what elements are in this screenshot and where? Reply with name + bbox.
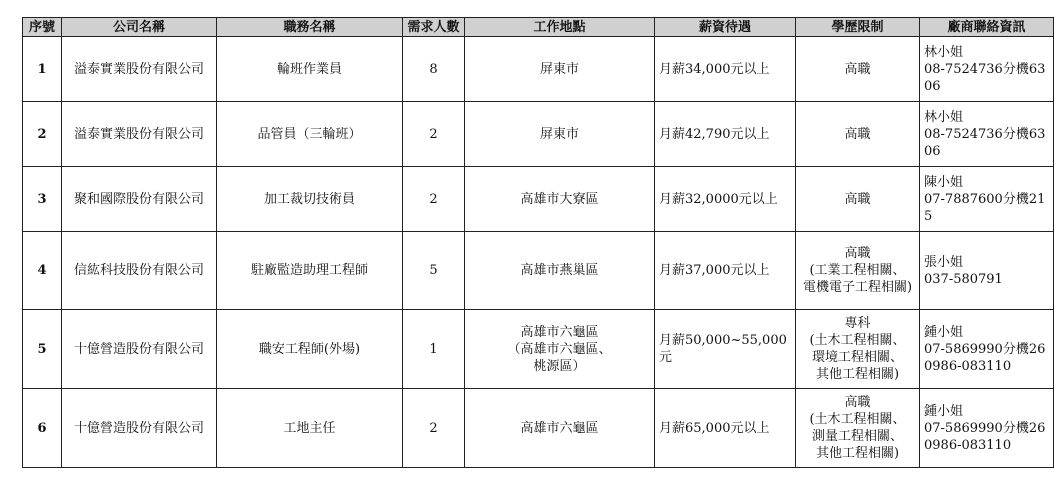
education-line: 高職 xyxy=(844,246,871,261)
header-cell-count: 需求人數 xyxy=(403,18,465,37)
table-row xyxy=(23,232,1054,310)
headcount: 1 xyxy=(403,310,465,389)
table-row xyxy=(23,37,1054,102)
education-requirement xyxy=(796,102,920,167)
location-line: 屏東市 xyxy=(539,126,579,142)
education-line: 測量工程相關、 xyxy=(811,429,903,444)
work-location xyxy=(465,310,655,389)
salary: 月薪42,790元以上 xyxy=(655,102,796,167)
education-requirement xyxy=(796,232,920,310)
contact-info xyxy=(920,232,1054,310)
education-line: 專科 xyxy=(844,316,871,331)
location-line: 高雄市六龜區 xyxy=(520,420,599,436)
job-title: 職安工程師(外場) xyxy=(217,310,403,389)
table-row xyxy=(23,310,1054,389)
table-row xyxy=(23,167,1054,232)
contact-line: 07-5869990分機26 xyxy=(924,341,1046,357)
header-cell-no: 序號 xyxy=(23,18,62,37)
salary: 月薪37,000元以上 xyxy=(655,232,796,310)
contact-line: 鍾小姐 xyxy=(924,403,964,419)
salary: 月薪65,000元以上 xyxy=(655,389,796,468)
company-name: 溢泰實業股份有限公司 xyxy=(62,102,217,167)
header-cell-contact: 廠商聯絡資訊 xyxy=(920,18,1054,37)
header-cell-pay: 薪資待遇 xyxy=(655,18,796,37)
contact-line: 08-7524736分機6306 xyxy=(924,126,1046,159)
contact-line: 林小姐 xyxy=(924,44,964,60)
education-requirement xyxy=(796,310,920,389)
row-number: 5 xyxy=(23,310,62,389)
contact-info xyxy=(920,310,1054,389)
contact-line: 陳小姐 xyxy=(924,174,964,190)
work-location xyxy=(465,232,655,310)
row-number: 1 xyxy=(23,37,62,102)
header-cell-company: 公司名稱 xyxy=(62,18,217,37)
education-line: 環境工程相關、 xyxy=(811,350,903,365)
work-location xyxy=(465,102,655,167)
location-line: 高雄市大寮區 xyxy=(520,191,599,207)
salary: 月薪34,000元以上 xyxy=(655,37,796,102)
company-name: 十億營造股份有限公司 xyxy=(62,310,217,389)
job-title: 品管員（三輪班） xyxy=(217,102,403,167)
contact-line: 07-7887600分機215 xyxy=(924,191,1046,224)
contact-info xyxy=(920,102,1054,167)
education-line: 高職 xyxy=(844,395,871,410)
contact-line: 037-580791 xyxy=(924,271,1003,287)
company-name: 十億營造股份有限公司 xyxy=(62,389,217,468)
headcount: 2 xyxy=(403,389,465,468)
table-row xyxy=(23,389,1054,468)
education-line: (工業工程相關、 xyxy=(809,263,906,278)
education-line: 高職 xyxy=(844,61,871,77)
location-line: 高雄市燕巢區 xyxy=(520,263,599,278)
location-line: 屏東市 xyxy=(539,61,579,77)
company-name: 溢泰實業股份有限公司 xyxy=(62,37,217,102)
row-number: 4 xyxy=(23,232,62,310)
contact-line: 鍾小姐 xyxy=(924,324,964,340)
headcount: 5 xyxy=(403,232,465,310)
contact-line: 08-7524736分機6306 xyxy=(924,61,1046,94)
education-requirement xyxy=(796,167,920,232)
job-title: 輪班作業員 xyxy=(217,37,403,102)
header-row xyxy=(23,18,1054,37)
location-line: 高雄市六龜區 xyxy=(520,324,599,340)
education-line: (土木工程相關、 xyxy=(809,412,906,427)
contact-line: 0986-083110 xyxy=(924,437,1012,453)
contact-line: 0986-083110 xyxy=(924,358,1012,374)
education-line: 其他工程相關) xyxy=(815,446,900,461)
job-title: 駐廠監造助理工程師 xyxy=(217,232,403,310)
work-location xyxy=(465,167,655,232)
contact-line: 張小姐 xyxy=(924,254,964,270)
row-number: 3 xyxy=(23,167,62,232)
education-line: 高職 xyxy=(844,126,871,142)
row-number: 6 xyxy=(23,389,62,468)
education-requirement xyxy=(796,37,920,102)
education-line: 電機電子工程相關) xyxy=(802,280,913,295)
header-cell-location: 工作地點 xyxy=(465,18,655,37)
work-location xyxy=(465,389,655,468)
company-name: 信紘科技股份有限公司 xyxy=(62,232,217,310)
location-line: （高雄市六龜區、 xyxy=(507,341,612,357)
contact-line: 07-5869990分機26 xyxy=(924,420,1046,436)
job-listing-table xyxy=(22,17,1054,468)
contact-line: 林小姐 xyxy=(924,109,964,125)
salary: 月薪50,000~55,000元 xyxy=(655,310,796,389)
job-title: 加工裁切技術員 xyxy=(217,167,403,232)
headcount: 2 xyxy=(403,167,465,232)
contact-info xyxy=(920,37,1054,102)
company-name: 聚和國際股份有限公司 xyxy=(62,167,217,232)
work-location xyxy=(465,37,655,102)
education-requirement xyxy=(796,389,920,468)
education-line: 高職 xyxy=(844,191,871,207)
education-line: 其他工程相關) xyxy=(815,367,900,382)
header-cell-education: 學歷限制 xyxy=(796,18,920,37)
education-line: (土木工程相關、 xyxy=(809,333,906,348)
headcount: 8 xyxy=(403,37,465,102)
job-title: 工地主任 xyxy=(217,389,403,468)
row-number: 2 xyxy=(23,102,62,167)
headcount: 2 xyxy=(403,102,465,167)
header-cell-job: 職務名稱 xyxy=(217,18,403,37)
salary: 月薪32,0000元以上 xyxy=(655,167,796,232)
contact-info xyxy=(920,167,1054,232)
contact-info xyxy=(920,389,1054,468)
location-line: 桃源區） xyxy=(533,358,586,374)
table-row xyxy=(23,102,1054,167)
